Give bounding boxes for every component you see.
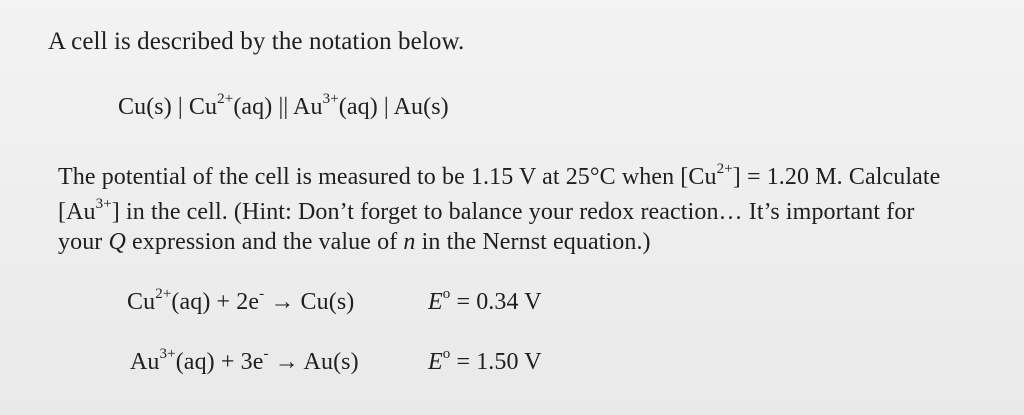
charge-superscript: 3+ (322, 91, 339, 107)
standard-potential-au (428, 346, 542, 376)
problem-text: ] = 1.20 M. Calculate (732, 164, 941, 190)
cell-notation-part: Cu(s) | Cu (118, 94, 218, 120)
potential-symbol: E (428, 349, 443, 375)
half-reaction-au (130, 346, 359, 376)
standard-superscript: o (442, 346, 451, 362)
cell-notation-part: (aq) || Au (233, 94, 323, 120)
intro-text: A cell is described by the notation below. (48, 28, 465, 55)
q-variable: Q (108, 229, 126, 255)
half-reaction-cu (127, 286, 355, 316)
potential-value: = 0.34 V (450, 289, 542, 315)
standard-superscript: o (442, 286, 451, 302)
cell-notation-part: (aq) | Au(s) (338, 94, 449, 120)
n-variable: n (403, 229, 416, 255)
reaction-text: (aq) + 3e (175, 349, 264, 375)
charge-superscript: 3+ (159, 346, 176, 362)
charge-superscript: 2+ (155, 286, 172, 302)
electron-charge: - (259, 286, 265, 302)
potential-value: = 1.50 V (450, 349, 542, 375)
cell-notation (118, 91, 449, 121)
charge-superscript: 2+ (716, 161, 733, 177)
charge-superscript: 3+ (95, 196, 112, 212)
standard-potential-cu (428, 286, 542, 316)
charge-superscript: 2+ (217, 91, 234, 107)
problem-line-1 (58, 161, 941, 191)
problem-text: ] in the cell. (Hint: Don’t forget to balance your redox reaction… It’s important for (111, 199, 915, 225)
problem-line-2 (58, 196, 915, 226)
reaction-text: (aq) + 2e (171, 289, 260, 315)
problem-text: in the Nernst equation.) (415, 229, 651, 255)
reaction-text: → Au(s) (268, 349, 359, 375)
potential-symbol: E (428, 289, 443, 315)
problem-line-3 (58, 229, 651, 256)
reaction-text: Au (130, 349, 160, 375)
electron-charge: - (263, 346, 269, 362)
reaction-text: Cu (127, 289, 156, 315)
reaction-text: → Cu(s) (264, 289, 355, 315)
problem-text: [Au (58, 199, 96, 225)
problem-text: your (58, 229, 109, 255)
problem-text: expression and the value of (125, 229, 404, 255)
problem-text: The potential of the cell is measured to be 1.15 V at 25°C when [Cu (58, 164, 717, 190)
